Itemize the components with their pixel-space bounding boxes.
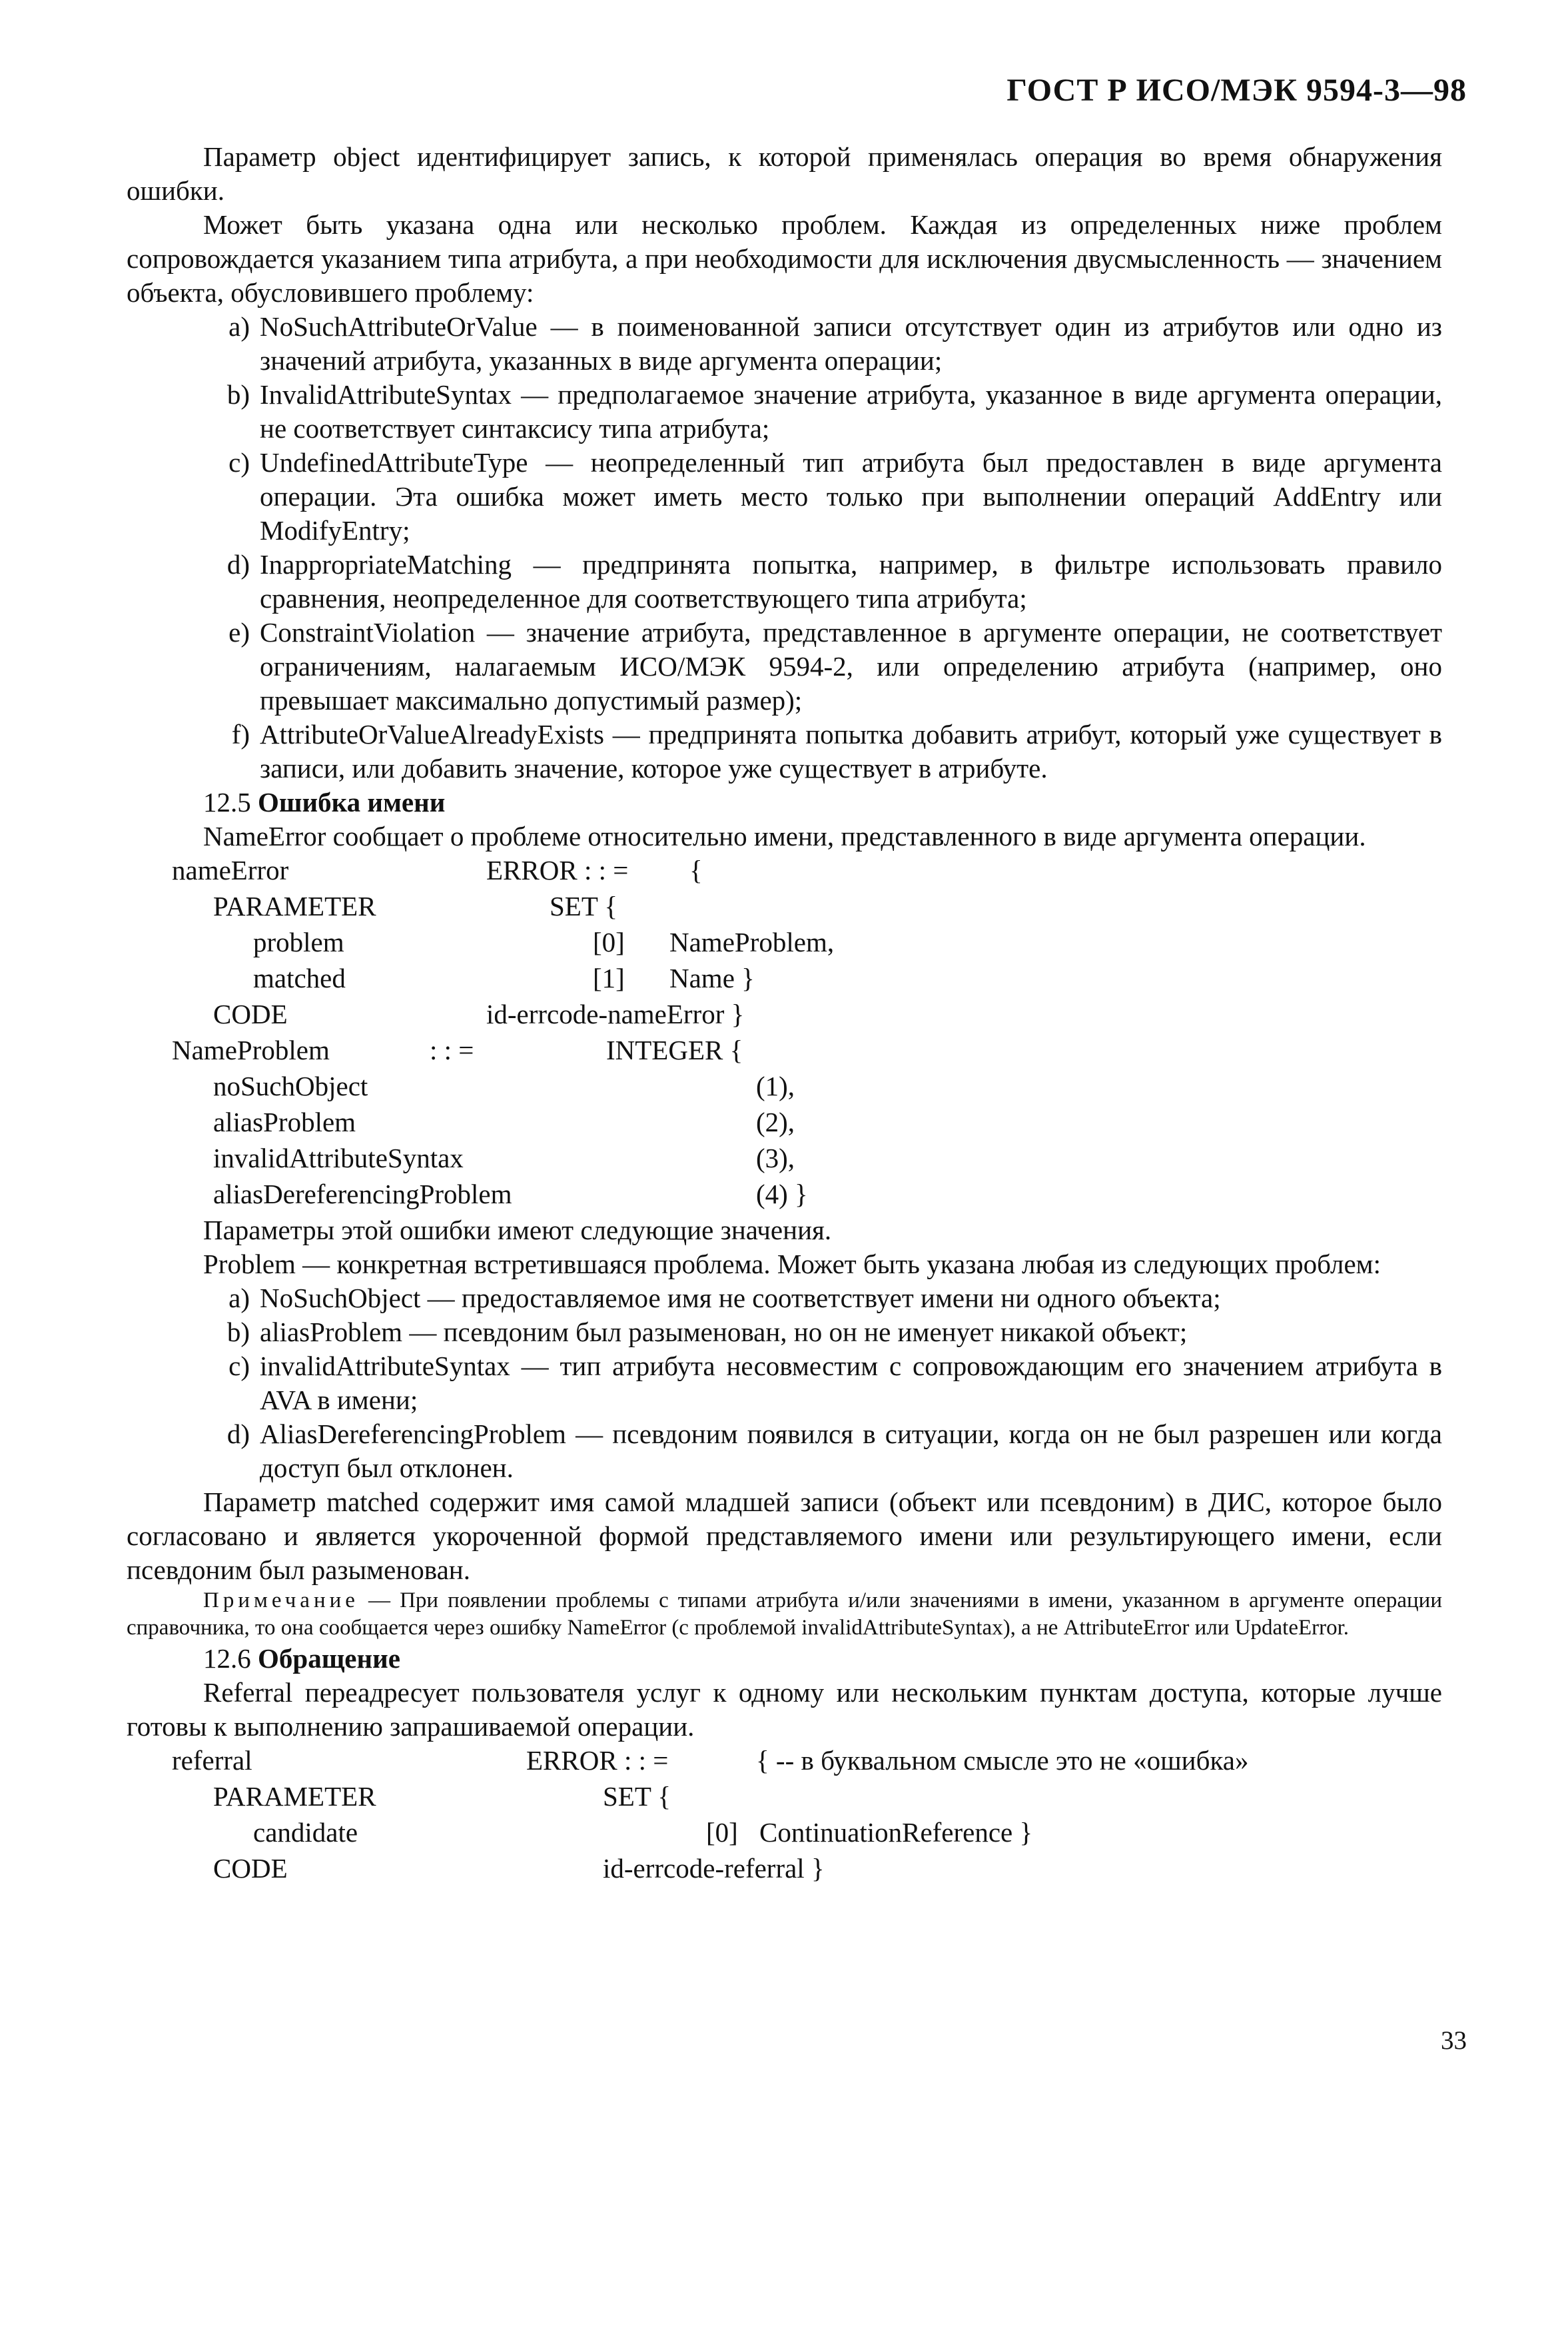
code-line: noSuchObject (1), xyxy=(213,1071,795,1101)
section-title: Обращение xyxy=(258,1643,400,1674)
list-item xyxy=(127,378,1442,446)
list-label: d) xyxy=(226,1419,250,1449)
list-item xyxy=(127,310,1442,378)
paragraph: Может быть указана одна или несколько проблем. Каждая из определенных ниже проблем сопровождается указанием типа атрибута, а при необходимости для исключения двусмысленность — значением объекта, обусловившего проблему: xyxy=(127,209,1442,308)
list-label: c) xyxy=(228,1351,250,1381)
list-label: e) xyxy=(228,617,250,648)
list-item xyxy=(127,616,1442,718)
list-label: b) xyxy=(226,1317,250,1347)
section-number: 12.6 xyxy=(203,1643,251,1674)
list-item xyxy=(127,1349,1442,1417)
list-label: b) xyxy=(226,379,250,410)
section-heading xyxy=(127,786,1442,820)
section-number: 12.5 xyxy=(203,787,251,818)
list-text: NoSuchAttributeOrValue — в поименованной записи отсутствует один из атрибутов или одно из значений атрибута, указанных в виде аргумента операции; xyxy=(260,311,1442,376)
list-label: d) xyxy=(226,549,250,580)
list-text: InvalidAttributeSyntax — предполагаемое значение атрибута, указанное в виде аргумента операции, не соответствует синтаксису типа атрибута; xyxy=(260,379,1442,444)
list-text: AliasDereferencingProblem — псевдоним появился в ситуации, когда он не был разрешен или когда доступ был отклонен. xyxy=(260,1419,1442,1483)
list-label: a) xyxy=(228,1283,250,1313)
list-text: AttributeOrValueAlreadyExists — предпринята попытка добавить атрибут, который уже существует в записи, или добавить значение, которое уже существует в атрибуте. xyxy=(260,719,1442,784)
list-item xyxy=(127,718,1442,786)
list-item xyxy=(127,1281,1442,1315)
note-label: Примечание xyxy=(203,1588,359,1612)
list-item xyxy=(127,1417,1442,1485)
code-line: aliasProblem (2), xyxy=(213,1107,795,1137)
code-line: invalidAttributeSyntax (3), xyxy=(213,1143,795,1173)
paragraph: Referral переадресует пользователя услуг к одному или нескольким пунктам доступа, которые лучше готовы к выполнению запрашиваемой операции. xyxy=(127,1677,1442,1742)
list-text: NoSuchObject — предоставляемое имя не соответствует имени ни одного объекта; xyxy=(260,1283,1221,1313)
section-heading xyxy=(127,1642,1442,1676)
paragraph: Параметры этой ошибки имеют следующие значения. xyxy=(203,1215,832,1245)
code-line: nameError ERROR : : = { xyxy=(172,855,703,885)
list-item xyxy=(127,446,1442,548)
list-item xyxy=(127,1315,1442,1349)
list-label: f) xyxy=(231,719,250,750)
paragraph: Параметр matched содержит имя самой младшей записи (объект или псевдоним) в ДИС, которое было согласовано и является укороченной формой представляемого имени или результирующего имени, если псевдоним был разыменован. xyxy=(127,1486,1442,1585)
paragraph: Параметр object идентифицирует запись, к которой применялась операция во время обнаружения ошибки. xyxy=(127,141,1442,206)
list-text: InappropriateMatching — предпринята попытка, например, в фильтре использовать правило сравнения, неопределенное для соответствующего типа атрибута; xyxy=(260,549,1442,614)
note-text: — При появлении проблемы с типами атрибута и/или значениями в имени, указанном в аргументе операции справочника, то она сообщается через ошибку NameError (с проблемой invalidAttributeSyntax), а не AttributeError или UpdateError. xyxy=(127,1588,1442,1640)
note xyxy=(127,1587,1442,1642)
list-text: UndefinedAttributeType — неопределенный тип атрибута был предоставлен в виде аргумента операции. Эта ошибка может иметь место только при выполнении операций AddEntry или ModifyEntry; xyxy=(260,447,1442,546)
list-label: c) xyxy=(228,447,250,478)
code-line: referral ERROR : : = { -- в буквальном смысле это не «ошибка» xyxy=(172,1745,1249,1776)
list-text: aliasProblem — псевдоним был разыменован, но он не именует никакой объект; xyxy=(260,1317,1188,1347)
asn1-code-block xyxy=(127,854,1442,1213)
code-line: problem [0] NameProblem, xyxy=(253,927,835,957)
code-line: NameProblem : : = INTEGER { xyxy=(172,1035,743,1065)
page-header: ГОСТ Р ИСО/МЭК 9594-3—98 xyxy=(1006,73,1467,108)
page-body xyxy=(127,140,1442,1888)
code-line: PARAMETER SET { xyxy=(213,1781,671,1812)
list-text: invalidAttributeSyntax — тип атрибута несовместим с сопровождающим его значением атрибута в AVA в имени; xyxy=(260,1351,1442,1415)
paragraph: NameError сообщает о проблеме относительно имени, представленного в виде аргумента операции. xyxy=(203,821,1366,852)
code-line: CODE id-errcode-referral } xyxy=(213,1853,825,1884)
code-line: CODE id-errcode-nameError } xyxy=(213,999,745,1029)
paragraph: Problem — конкретная встретившаяся проблема. Может быть указана любая из следующих проблем: xyxy=(203,1249,1381,1279)
code-line: aliasDereferencingProblem (4) } xyxy=(213,1179,808,1209)
code-line: matched [1] Name } xyxy=(253,963,755,993)
code-line: PARAMETER SET { xyxy=(213,891,618,921)
asn1-code-block xyxy=(127,1744,1442,1888)
list-label: a) xyxy=(228,311,250,342)
list-text: ConstraintViolation — значение атрибута, представленное в аргументе операции, не соответствует ограничениям, налагаемым ИСО/МЭК 9594-2, или определению атрибута (например, оно превышает максимально допустимый размер); xyxy=(260,617,1442,716)
page-number: 33 xyxy=(1441,2026,1467,2055)
section-title: Ошибка имени xyxy=(258,787,446,818)
code-line: candidate [0] ContinuationReference } xyxy=(253,1817,1033,1848)
list-item xyxy=(127,548,1442,616)
